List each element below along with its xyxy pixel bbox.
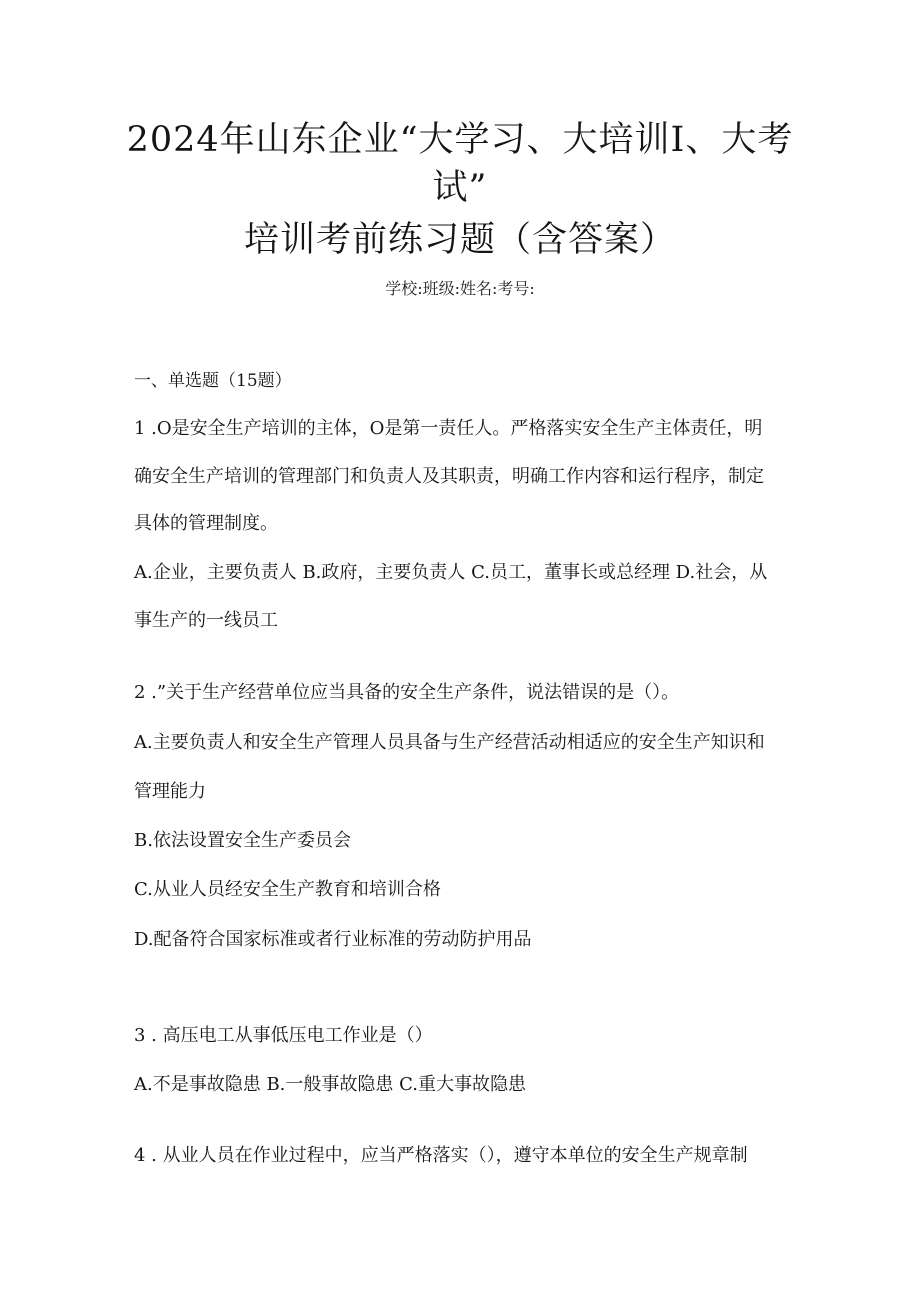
question-2-option-a-line-1: A.主要负责人和安全生产管理人员具备与生产经营活动相适应的安全生产知识和 (134, 732, 765, 753)
document-title-line-3: 培训考前练习题（含答案） (243, 220, 676, 260)
question-1-text-line-2: 确安全生产培训的管理部门和负责人及其职责，明确工作内容和运行程序，制定 (134, 466, 764, 487)
question-1-text-line-3: 具体的管理制度。 (134, 513, 278, 534)
question-3-text: 3 . 高压电工从事低压电工作业是（） (134, 1025, 433, 1046)
document-title-line-2: 试” (432, 168, 488, 208)
question-2-option-d: D.配备符合国家标准或者行业标准的劳动防护用品 (134, 929, 532, 950)
student-info-line: 学校:班级:姓名:考号: (385, 279, 535, 298)
question-1-text-line-1: 1 .O是安全生产培训的主体，O是第一责任人。严格落实安全生产主体责任，明 (134, 418, 763, 439)
section-heading: 一、单选题（15题） (134, 371, 292, 391)
question-1-options-line-1: A.企业，主要负责人 B.政府，主要负责人 C.员工，董事长或总经理 D.社会，从 (134, 562, 768, 583)
document-title-line-1: 2024年山东企业“大学习、大培训I、大考 (126, 120, 794, 160)
question-4-text: 4 . 从业人员在作业过程中，应当严格落实（），遵守本单位的安全生产规章制 (134, 1145, 748, 1166)
question-3-options: A.不是事故隐患 B.一般事故隐患 C.重大事故隐患 (134, 1074, 526, 1095)
question-2-option-b: B.依法设置安全生产委员会 (134, 830, 351, 851)
question-1-options-line-2: 事生产的一线员工 (134, 610, 278, 631)
question-2-option-c: C.从业人员经安全生产教育和培训合格 (134, 879, 441, 900)
question-2-option-a-line-2: 管理能力 (134, 781, 206, 802)
question-2-text: 2 .”关于生产经营单位应当具备的安全生产条件，说法错误的是（）。 (134, 682, 680, 703)
